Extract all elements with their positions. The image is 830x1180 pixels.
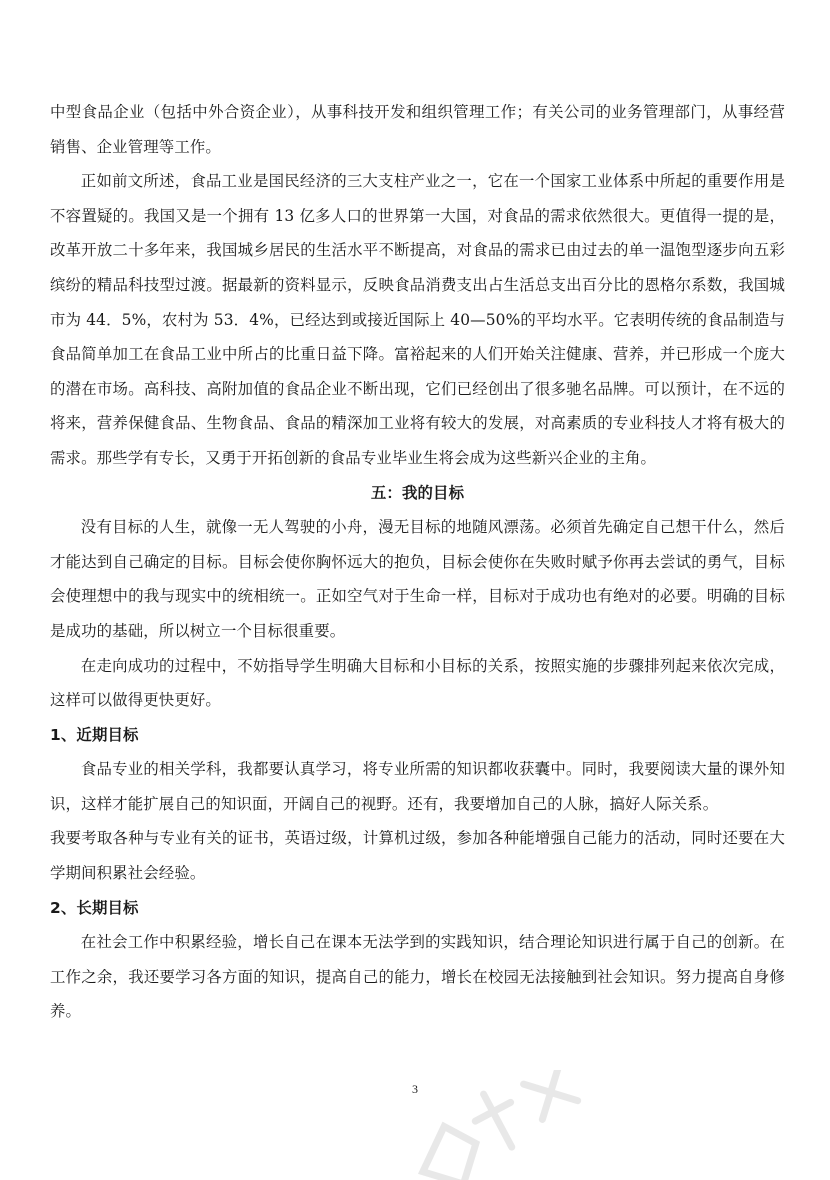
paragraph-long-term-work: 在社会工作中积累经验，增长自己在课本无法学到的实践知识，结合理论知识进行属于自己的创新。在工作之余，我还要学习各方面的知识，提高自己的能力，增长在校园无法接触到社会知识。努力提高自身修养。 xyxy=(50,933,785,1021)
paragraph-short-term-study: 食品专业的相关学科，我都要认真学习，将专业所需的知识都收获囊中。同时，我要阅读大量的课外知识，这样才能扩展自己的知识面，开阔自己的视野。还有，我要增加自己的人脉，搞好人际关系。 xyxy=(50,760,785,813)
paragraph-short-term-certificates: 我要考取各种与专业有关的证书，英语过级，计算机过级，参加各种能增强自己能力的活动，同时还要在大学期间积累社会经验。 xyxy=(50,829,785,883)
page-number: 3 xyxy=(412,1082,418,1096)
subheading-short-term-goals: 1、近期目标 xyxy=(50,725,139,744)
subheading-long-term-goals: 2、长期目标 xyxy=(50,898,139,917)
paragraph-goal-importance: 没有目标的人生，就像一无人驾驶的小舟，漫无目标的地随风漂荡。必须首先确定自己想干什么，然后才能达到自己确定的目标。目标会使你胸怀远大的抱负，目标会使你在失败时赋予你再去尝试的勇气，目标会使理想中的我与现实中的统相统一。正如空气对于生命一样，目标对于成功也有绝对的必要。明确的目标是成功的基础，所以树立一个目标很重要。 xyxy=(50,518,785,640)
paragraph-industry-outlook: 正如前文所述，食品工业是国民经济的三大支柱产业之一，它在一个国家工业体系中所起的重要作用是不容置疑的。我国又是一个拥有 13 亿多人口的世界第一大国，对食品的需求依然很大。更值得一提的是，改革开放二十多年来，我国城乡居民的生活水平不断提高，对食品的需求已由过去的单一温饱型逐步向五彩缤纷的精品科技型过渡。据最新的资料显示，反映食品消费支出占生活总支出百分比的恩格尔系数，我国城市为 44．5%，农村为 53．4%，已经达到或接近国际上 40—50%的平均水平。它表明传统的食品制造与食品简单加工在食品工业中所占的比重日益下降。富裕起来的人们开始关注健康、营养，并已形成一个庞大的潜在市场。高科技、高附加值的食品企业不断出现，它们已经创出了很多驰名品牌。可以预计，在不远的将来，营养保健食品、生物食品、食品的精深加工业将有较大的发展，对高素质的专业科技人才将有极大的需求。那些学有专长，又勇于开拓创新的食品专业毕业生将会成为这些新兴企业的主角。 xyxy=(50,172,785,467)
section-heading-my-goals: 五：我的目标 xyxy=(370,483,465,502)
paragraph-career-direction: 中型食品企业（包括中外合资企业），从事科技开发和组织管理工作；有关公司的业务管理部门，从事经营销售、企业管理等工作。 xyxy=(50,103,785,156)
paragraph-goal-relation: 在走向成功的过程中，不妨指导学生明确大目标和小目标的关系，按照实施的步骤排列起来依次完成，这样可以做得更快更好。 xyxy=(50,656,785,710)
document-body xyxy=(50,95,785,1029)
